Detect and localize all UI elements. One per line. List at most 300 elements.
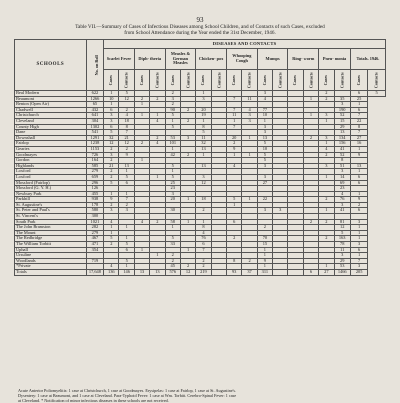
value-cell: 5	[368, 91, 386, 97]
value-cell: 467	[86, 236, 103, 242]
value-cell: 4	[334, 191, 350, 197]
value-cell: 3	[334, 253, 350, 259]
value-cell: 1	[134, 102, 149, 108]
school-name-cell: Beaumont	[15, 96, 87, 102]
value-cell: 7	[350, 130, 367, 136]
value-cell: 1	[134, 113, 149, 119]
value-cell: 18	[119, 118, 134, 124]
value-cell: 1	[165, 146, 180, 152]
disease-header: Totals. 1946.	[350, 49, 385, 70]
value-cell: 2	[119, 202, 134, 208]
value-cell: 1	[350, 230, 367, 236]
value-cell: 659	[86, 174, 103, 180]
value-cell: 938	[86, 197, 103, 203]
value-cell: 7	[119, 130, 134, 136]
value-cell: 30	[165, 208, 180, 214]
value-cell: 6	[350, 247, 367, 253]
cases-subheader: Cases	[227, 70, 242, 91]
school-name-cell: Parkhill	[15, 197, 87, 203]
page-number: 93	[196, 16, 204, 24]
school-name-cell: Loxford	[15, 174, 87, 180]
value-cell: 3	[257, 163, 272, 169]
value-cell: 3	[165, 96, 180, 102]
value-cell: 2	[319, 152, 334, 158]
value-cell: 1238	[86, 141, 103, 147]
total-value-cell: 1466	[334, 270, 350, 276]
value-cell: 29	[334, 124, 350, 130]
value-cell: 3	[257, 208, 272, 214]
value-cell: 2	[150, 135, 165, 141]
value-cell: 585	[86, 163, 103, 169]
value-cell: 1	[150, 174, 165, 180]
value-cell: 19	[196, 113, 211, 119]
value-cell: 8	[350, 124, 367, 130]
total-value-cell: 17,648	[86, 270, 103, 276]
value-cell: 2	[104, 146, 119, 152]
value-cell: 2	[257, 225, 272, 231]
school-name-cell: The Redbridge	[15, 236, 87, 242]
value-cell: 2	[165, 91, 180, 97]
value-cell: 3	[350, 264, 367, 270]
disease-header: Pneu- monia	[319, 49, 351, 70]
value-cell: 163	[334, 236, 350, 242]
contacts-subheader: Contacts	[211, 70, 226, 91]
value-cell: 1	[350, 169, 367, 175]
footnote-line: at Cleveland. * Notification of minor infectious diseases in these schools are not received.	[18, 397, 169, 403]
value-cell: 2	[196, 208, 211, 214]
value-cell: 2	[303, 135, 318, 141]
value-cell: 9	[350, 197, 367, 203]
value-cell: 6	[350, 107, 367, 113]
value-cell: 1	[104, 91, 119, 97]
value-cell: 4	[257, 96, 272, 102]
value-cell: 1	[242, 135, 257, 141]
value-cell: 70	[257, 236, 272, 242]
school-name-cell: Uphall	[15, 247, 87, 253]
value-cell: 2	[104, 202, 119, 208]
school-name-cell: Newbury Park	[15, 191, 87, 197]
value-cell: 1	[104, 225, 119, 231]
school-name-cell: Gordon	[15, 158, 87, 164]
disease-header: Whooping Cough	[227, 49, 258, 70]
value-cell: 2	[180, 264, 195, 270]
disease-header: Measles & German Measles	[165, 49, 196, 70]
value-cell: 471	[86, 242, 103, 248]
value-cell: 52	[334, 113, 350, 119]
value-cell: 3	[334, 169, 350, 175]
value-cell: 3	[257, 124, 272, 130]
value-cell: 4	[134, 219, 149, 225]
value-cell: 9	[119, 152, 134, 158]
value-cell: 76	[196, 236, 211, 242]
value-cell: 178	[86, 202, 103, 208]
value-cell: 5	[119, 258, 134, 264]
summary-table-container	[14, 39, 386, 387]
value-cell: 2	[319, 91, 334, 97]
value-cell: 10	[257, 146, 272, 152]
table-body	[15, 91, 386, 276]
value-cell: 5	[257, 158, 272, 164]
school-name-cell: Cleveland	[15, 118, 87, 124]
value-cell: 7	[196, 247, 211, 253]
total-value-cell: 13	[150, 270, 165, 276]
value-cell: 3	[334, 102, 350, 108]
value-cell: 3	[257, 130, 272, 136]
value-cell: 2	[150, 219, 165, 225]
value-cell: 2	[319, 197, 334, 203]
value-cell: 15	[257, 242, 272, 248]
value-cell: 7	[227, 107, 242, 113]
value-cell: 1	[242, 197, 257, 203]
value-cell: 5	[196, 130, 211, 136]
value-cell: 9	[104, 197, 119, 203]
value-cell: 1021	[86, 219, 103, 225]
value-cell: 4	[242, 107, 257, 113]
schools-header: SCHOOLS	[15, 40, 87, 91]
value-cell: 1	[196, 118, 211, 124]
value-cell: 296	[86, 180, 103, 186]
value-cell: 5	[165, 124, 180, 130]
value-cell: 1	[119, 264, 134, 270]
value-cell: 156	[334, 141, 350, 147]
value-cell: 65	[86, 102, 103, 108]
total-value-cell	[288, 270, 303, 276]
value-cell: 5	[119, 91, 134, 97]
value-cell: 5	[165, 113, 180, 119]
contacts-subheader: Contacts	[180, 70, 195, 91]
value-cell: 719	[86, 258, 103, 264]
value-cell: 2	[180, 118, 195, 124]
value-cell: 52	[334, 152, 350, 158]
school-name-cell: Beal Modern	[15, 91, 87, 97]
value-cell: 6	[196, 242, 211, 248]
disease-header: Chicken- pox	[196, 49, 227, 70]
value-cell: 3	[319, 135, 334, 141]
value-cell: 18	[196, 197, 211, 203]
value-cell: 9	[350, 152, 367, 158]
value-cell: 4	[196, 230, 211, 236]
value-cell: 2	[134, 141, 149, 147]
value-cell: 20	[165, 197, 180, 203]
total-value-cell: 146	[119, 270, 134, 276]
school-name-cell: The Mount	[15, 230, 87, 236]
value-cell: 7	[119, 197, 134, 203]
value-cell: 7	[227, 124, 242, 130]
value-cell: 641	[86, 113, 103, 119]
value-cell: 1	[257, 253, 272, 259]
value-cell: 622	[86, 91, 103, 97]
school-name-cell: Mossford (Fairlop)	[15, 180, 87, 186]
value-cell: 5	[257, 141, 272, 147]
value-cell: 4	[319, 146, 334, 152]
total-value-cell: 6	[303, 270, 318, 276]
value-cell: 126	[86, 186, 103, 192]
value-cell: 6	[119, 247, 134, 253]
school-name-cell: Gearies	[15, 146, 87, 152]
value-cell: 20	[227, 135, 242, 141]
value-cell: 1	[180, 247, 195, 253]
value-cell: 12	[119, 96, 134, 102]
value-cell: 8	[334, 158, 350, 164]
value-cell: 6	[350, 208, 367, 214]
value-cell: 81	[334, 219, 350, 225]
contacts-subheader: Contacts	[242, 70, 257, 91]
value-cell: 1	[104, 102, 119, 108]
value-cell: 1	[350, 191, 367, 197]
value-cell: 32	[104, 135, 119, 141]
value-cell: 4	[119, 113, 134, 119]
value-cell: 8	[119, 124, 134, 130]
school-name-cell: *Private	[15, 264, 87, 270]
value-cell: 8	[196, 225, 211, 231]
value-cell: 11	[227, 113, 242, 119]
value-cell: 3	[180, 135, 195, 141]
value-cell: 1	[319, 264, 334, 270]
value-cell: 9	[257, 258, 272, 264]
value-cell: 1	[196, 219, 211, 225]
value-cell: 432	[86, 107, 103, 113]
value-cell: 13	[257, 135, 272, 141]
value-cell: 10	[104, 96, 119, 102]
value-cell: 27	[257, 180, 272, 186]
school-name-cell: South Park	[15, 219, 87, 225]
value-cell: 134	[334, 135, 350, 141]
value-cell: 3	[257, 91, 272, 97]
value-cell: 21	[119, 135, 134, 141]
value-cell: 3	[319, 163, 334, 169]
value-cell: 304	[86, 118, 103, 124]
value-cell: 41	[334, 208, 350, 214]
value-cell: 3	[350, 219, 367, 225]
total-value-cell: 205	[350, 270, 367, 276]
value-cell: 90	[165, 107, 180, 113]
school-name-cell: Christchurch	[15, 113, 87, 119]
value-cell: 1	[104, 230, 119, 236]
value-cell: 13	[119, 163, 134, 169]
value-cell: 11	[196, 135, 211, 141]
disease-header: Diph- theria	[134, 49, 165, 70]
value-cell: 3	[334, 202, 350, 208]
value-cell: 13	[196, 163, 211, 169]
value-cell: 1	[350, 146, 367, 152]
value-cell: 5	[104, 130, 119, 136]
table-title	[18, 24, 382, 36]
value-cell: 12	[104, 141, 119, 147]
value-cell: 3	[119, 208, 134, 214]
value-cell: 3	[350, 242, 367, 248]
value-cell: 13	[196, 146, 211, 152]
footnote-line: Acute Anterior Poliomyelitis: 1 case at Christchurch, 1 case at Goodmayes. Erysipelas: 1 case at Fairlop, 1 case at St. Augustine's.	[18, 388, 237, 393]
value-cell: 2	[180, 107, 195, 113]
value-cell: 45	[165, 264, 180, 270]
value-cell: 300	[86, 214, 103, 220]
value-cell: 455	[86, 191, 103, 197]
value-cell: 2	[165, 258, 180, 264]
value-cell: 27	[350, 135, 367, 141]
summary-table	[14, 39, 386, 276]
value-cell: 5	[119, 242, 134, 248]
value-cell: 5	[257, 152, 272, 158]
value-cell: 279	[86, 169, 103, 175]
value-cell: 22	[257, 197, 272, 203]
value-cell: 1	[319, 208, 334, 214]
cases-subheader: Cases	[319, 70, 334, 91]
value-cell: 1	[350, 253, 367, 259]
value-cell: 23	[165, 186, 180, 192]
school-name-cell: Woodlands	[15, 258, 87, 264]
total-value-cell: 12	[180, 270, 195, 276]
value-cell: 20	[196, 107, 211, 113]
value-cell: 41	[334, 146, 350, 152]
school-name-cell: St. Vincent's	[15, 214, 87, 220]
value-cell: 2	[319, 219, 334, 225]
cases-subheader: Cases	[196, 70, 211, 91]
value-cell: 8	[227, 258, 242, 264]
value-cell: 3	[104, 113, 119, 119]
school-name-cell: County High	[15, 124, 87, 130]
value-cell: 5	[104, 180, 119, 186]
value-cell: 1	[303, 113, 318, 119]
value-cell: 12	[334, 225, 350, 231]
value-cell: 2	[350, 202, 367, 208]
value-cell: 25	[165, 180, 180, 186]
contacts-subheader: Contacts	[119, 70, 134, 91]
value-cell: 1	[350, 236, 367, 242]
value-cell: 1	[104, 191, 119, 197]
total-value-cell	[211, 270, 226, 276]
value-cell: 16	[350, 141, 367, 147]
value-cell: 726	[86, 152, 103, 158]
value-cell: 22	[350, 118, 367, 124]
value-cell: 1	[227, 118, 242, 124]
value-cell: 1	[350, 225, 367, 231]
total-value-cell: 136	[104, 270, 119, 276]
value-cell: 1291	[86, 135, 103, 141]
value-cell: 14	[334, 174, 350, 180]
value-cell: 1	[165, 225, 180, 231]
value-cell: 11	[334, 247, 350, 253]
cases-subheader: Cases	[134, 70, 149, 91]
value-cell: 3	[196, 96, 211, 102]
school-name-cell: Fairlop	[15, 141, 87, 147]
value-cell: 3	[165, 191, 180, 197]
value-cell: 6	[104, 124, 119, 130]
value-cell: 2	[196, 258, 211, 264]
value-cell: 190	[334, 107, 350, 113]
value-cell: 25	[350, 96, 367, 102]
total-value-cell	[273, 270, 288, 276]
value-cell: 2	[104, 169, 119, 175]
footnote-line: Dysentery: 1 case at Beaumont, and 1 case at Cleveland. Para-Typhoid Fever: 1 case at Wm. Torbitt. Cerebro-Spinal Fever: 1 case	[18, 392, 237, 398]
school-name-cell: Chadwell	[15, 107, 87, 113]
value-cell: 77	[257, 107, 272, 113]
value-cell: 1	[119, 236, 134, 242]
no-on-roll-header: No. on Roll	[86, 40, 103, 91]
value-cell: 1	[319, 141, 334, 147]
value-cell: 11	[242, 96, 257, 102]
value-cell: 4	[104, 219, 119, 225]
value-cell: 7	[350, 113, 367, 119]
value-cell: 7	[227, 96, 242, 102]
school-name-cell: Mossford (G. Y. H.)	[15, 186, 87, 192]
value-cell: 1302	[86, 124, 103, 130]
value-cell: 13	[334, 130, 350, 136]
value-cell: 4	[104, 264, 119, 270]
value-cell: 21	[104, 163, 119, 169]
value-cell: 2	[196, 264, 211, 270]
value-cell: 1	[227, 152, 242, 158]
totals-row	[15, 270, 386, 276]
cases-subheader: Cases	[288, 70, 303, 91]
value-cell: 9	[227, 146, 242, 152]
value-cell: 1	[319, 118, 334, 124]
value-cell: 5	[165, 163, 180, 169]
value-cell: 580	[86, 208, 103, 214]
value-cell: 5	[227, 197, 242, 203]
value-cell: 35	[334, 96, 350, 102]
value-cell: 5	[119, 174, 134, 180]
value-cell: 101	[165, 141, 180, 147]
value-cell: 12	[119, 141, 134, 147]
value-cell: 5	[104, 236, 119, 242]
diseases-group-header: DISEASES AND CONTACTS	[104, 40, 386, 49]
value-cell: 2	[104, 158, 119, 164]
school-name-cell: St. Peter and Paul's	[15, 208, 87, 214]
value-cell: 4	[150, 141, 165, 147]
value-cell: 3	[104, 118, 119, 124]
title-line-1: Table VII.—Summary of Cases of Infectious Diseases among School Children, and of Contacts of such Cases, excluded	[75, 24, 325, 30]
value-cell: 1	[319, 174, 334, 180]
school-name-cell: Dane	[15, 130, 87, 136]
cases-subheader: Cases	[257, 70, 272, 91]
disease-header: Mumps	[257, 49, 288, 70]
totals-label: Totals	[15, 270, 87, 276]
value-cell: 1	[180, 219, 195, 225]
value-cell: 2	[150, 96, 165, 102]
value-cell: 1	[150, 113, 165, 119]
contacts-subheader: Contacts	[303, 70, 318, 91]
value-cell: 2	[180, 152, 195, 158]
cases-subheader: Cases	[350, 70, 367, 91]
value-cell: 1	[119, 191, 134, 197]
school-name-cell: Goodmayes	[15, 152, 87, 158]
value-cell: 1	[227, 202, 242, 208]
value-cell: 12	[196, 180, 211, 186]
value-cell: 1	[257, 118, 272, 124]
value-cell: 2	[119, 146, 134, 152]
contacts-subheader: Contacts	[368, 70, 386, 91]
value-cell: 1	[257, 264, 272, 270]
cases-subheader: Cases	[165, 70, 180, 91]
value-cell: 1	[165, 169, 180, 175]
value-cell: 53	[334, 264, 350, 270]
footnotes	[18, 389, 382, 403]
value-cell: 1	[119, 169, 134, 175]
value-cell: 53	[165, 135, 180, 141]
value-cell: 354	[86, 247, 103, 253]
value-cell: 282	[86, 225, 103, 231]
value-cell: 1	[350, 102, 367, 108]
value-cell: 3	[319, 113, 334, 119]
value-cell: 1	[242, 152, 257, 158]
total-value-cell: 576	[165, 270, 180, 276]
value-cell: 2	[319, 236, 334, 242]
value-cell: 2	[165, 102, 180, 108]
value-cell: 2	[319, 96, 334, 102]
value-cell: 541	[86, 130, 103, 136]
value-cell: 10	[257, 113, 272, 119]
disease-header: Ring- worm	[288, 49, 319, 70]
